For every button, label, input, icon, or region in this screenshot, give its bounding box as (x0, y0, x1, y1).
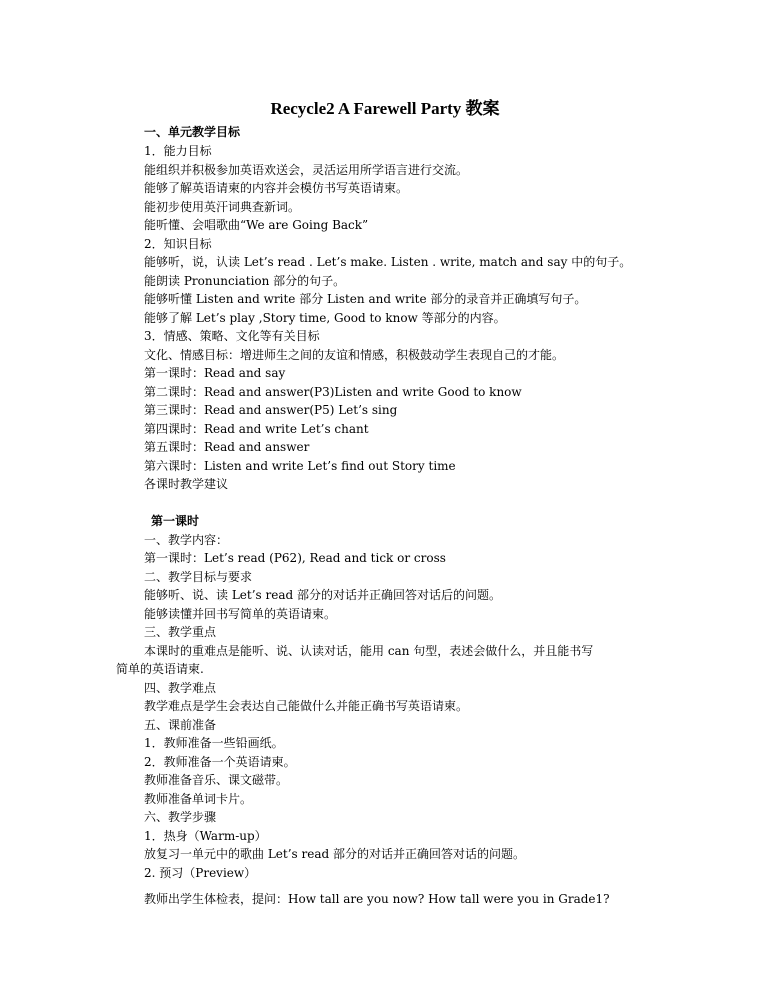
unit-heading: 一、单元教学目标 (144, 125, 241, 139)
prep-heading: 五、课前准备 (144, 718, 217, 732)
content-heading: 一、教学内容： (144, 533, 229, 547)
ability-line: 能组织并积极参加英语欢送会，灵活运用所学语言进行交流。 (144, 163, 469, 177)
lesson1-heading: 第一课时 (151, 514, 200, 528)
knowledge-heading: 2．知识目标 (144, 237, 212, 251)
emotion-heading: 3．情感、策略、文化等有关目标 (144, 329, 320, 343)
warmup-line: 放复习一单元中的歌曲 Let’s read 部分的对话并正确回答对话的问题。 (144, 847, 525, 861)
difficulty-heading: 四、教学难点 (144, 681, 217, 695)
ability-heading: 1．能力目标 (144, 144, 212, 158)
preview-line: 教师出学生体检表，提问：How tall are you now? How tall were you in Grade1? (144, 892, 610, 906)
goals-line: 能够读懂并回书写简单的英语请柬。 (144, 607, 337, 621)
knowledge-line: 能够听，说，认读 Let’s read . Let’s make. Listen . write, match and say 中的句子。 (144, 255, 632, 269)
key-line-continued: 简单的英语请柬. (116, 662, 204, 676)
prep-line: 2．教师准备一个英语请柬。 (144, 755, 296, 769)
warmup-heading: 1．热身（Warm-up） (144, 829, 267, 843)
lesson-plan-line: 第四课时：Read and write Let’s chant (144, 422, 369, 436)
goals-line: 能够听、说、读 Let’s read 部分的对话并正确回答对话后的问题。 (144, 588, 501, 602)
goals-heading: 二、教学目标与要求 (144, 570, 253, 584)
ability-line: 能够了解英语请柬的内容并会模仿书写英语请柬。 (144, 181, 409, 195)
knowledge-line: 能够听懂 Listen and write 部分 Listen and write 部分的录音并正确填写句子。 (144, 292, 587, 306)
difficulty-line: 教学难点是学生会表达自己能做什么并能正确书写英语请柬。 (144, 699, 469, 713)
ability-line: 能初步使用英汗词典查新词。 (144, 200, 301, 214)
emotion-line: 文化、情感目标：增进师生之间的友谊和情感，积极鼓动学生表现自己的才能。 (144, 348, 565, 362)
suggestion-line: 各课时教学建议 (144, 477, 229, 491)
lesson-plan-line: 第五课时：Read and answer (144, 440, 310, 454)
lesson-plan-line: 第一课时：Read and say (144, 366, 286, 380)
knowledge-line: 能朗读 Pronunciation 部分的句子。 (144, 274, 346, 288)
document-title: Recycle2 A Farewell Party 教案 (270, 99, 500, 118)
key-heading: 三、教学重点 (144, 625, 217, 639)
key-line: 本课时的重难点是能听、说、认读对话，能用 can 句型，表述会做什么，并且能书写 (144, 644, 594, 658)
preview-heading: 2. 预习（Preview） (144, 866, 257, 880)
lesson-plan-line: 第六课时：Listen and write Let’s find out Story time (144, 459, 456, 473)
prep-line: 教师准备音乐、课文磁带。 (144, 773, 289, 787)
lesson-plan-line: 第三课时：Read and answer(P5) Let’s sing (144, 403, 398, 417)
prep-line: 1．教师准备一些铅画纸。 (144, 736, 284, 750)
steps-heading: 六、教学步骤 (144, 810, 217, 824)
knowledge-line: 能够了解 Let’s play ,Story time, Good to know 等部分的内容。 (144, 311, 506, 325)
ability-line: 能听懂、会唱歌曲“We are Going Back” (144, 218, 369, 232)
prep-line: 教师准备单词卡片。 (144, 792, 253, 806)
content-line: 第一课时：Let’s read (P62), Read and tick or cross (144, 551, 446, 565)
lesson-plan-line: 第二课时：Read and answer(P3)Listen and write Good to know (144, 385, 522, 399)
